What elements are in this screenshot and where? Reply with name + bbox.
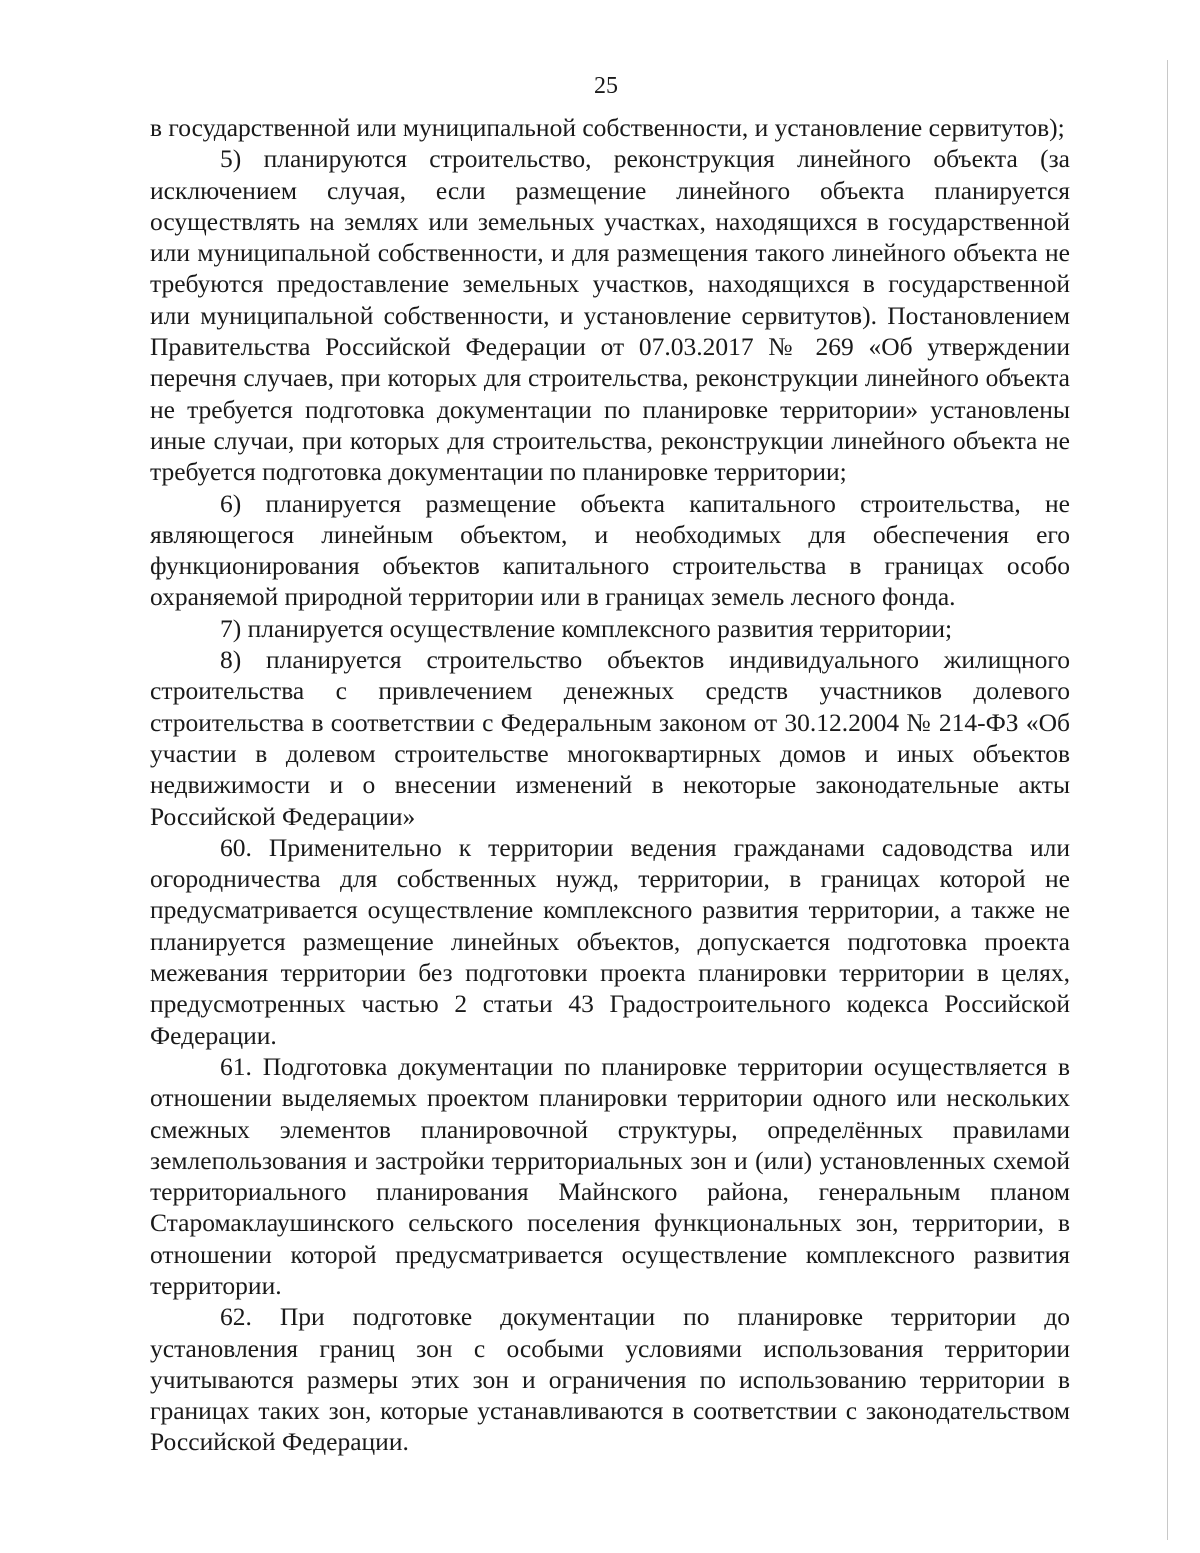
paragraph: 7) планируется осуществление комплексного развития территории; — [220, 613, 953, 643]
paragraph: 62. При подготовке документации по планировке территории до установления границ зон с особыми условиями использования территории учитываются размеры этих зон и ограничения по использованию территории в границах таких зон, которые устанавливаются в соответствии с законодательством Российской Федерации. — [150, 1302, 1070, 1457]
document-body — [150, 112, 1070, 1458]
paragraph: 5) планируются строительство, реконструкция линейного объекта (за исключением случая, если размещение линейного объекта планируется осуществлять на землях или земельных участках, находящихся в государственной или муниципальной собственности, и для размещения такого линейного объекта не требуются предоставление земельных участков, находящихся в государственной или муниципальной собственности, и установление сервитутов). Постановлением Правительства Российской Федерации от 07.03.2017 № 269 «Об утверждении перечня случаев, при которых для строительства, реконструкции линейного объекта не требуется подготовка документации по планировке территории» установлены иные случаи, при которых для строительства, реконструкции линейного объекта не требуется подготовка документации по планировке территории; — [150, 144, 1070, 487]
paragraph: в государственной или муниципальной собственности, и установление сервитутов); — [150, 113, 1065, 142]
paragraph: 60. Применительно к территории ведения гражданами садоводства или огородничества для собственных нужд, территории, в границах которой не предусматривается осуществление комплексного развития территории, а также не планируется размещение линейных объектов, допускается подготовка проекта межевания территории без подготовки проекта планировки территории в целях, предусмотренных частью 2 статьи 43 Градостроительного кодекса Российской Федерации. — [150, 832, 1070, 1050]
paragraph: 8) планируется строительство объектов индивидуального жилищного строительства с привлечением денежных средств участников долевого строительства в соответствии с Федеральным законом от 30.12.2004 № 214-ФЗ «Об участии в долевом строительстве многоквартирных домов и иных объектов недвижимости и о внесении изменений в некоторые законодательные акты Российской Федерации» — [150, 645, 1070, 831]
paragraph: 61. Подготовка документации по планировке территории осуществляется в отношении выделяемых проектом планировки территории одного или нескольких смежных элементов планировочной структуры, определённых правилами землепользования и застройки территориальных зон и (или) установленных схемой территориального планирования Майнского района, генеральным планом Старомаклаушинского сельского поселения функциональных зон, территории, в отношении которой предусматривается осуществление комплексного развития территории. — [150, 1051, 1070, 1300]
page-number: 25 — [594, 73, 618, 99]
paragraph: 6) планируется размещение объекта капитального строительства, не являющегося линейным объектом, и необходимых для обеспечения его функционирования объектов капитального строительства в границах особо охраняемой природной территории или в границах земель лесного фонда. — [150, 488, 1070, 612]
scan-edge-line — [1167, 60, 1168, 1540]
